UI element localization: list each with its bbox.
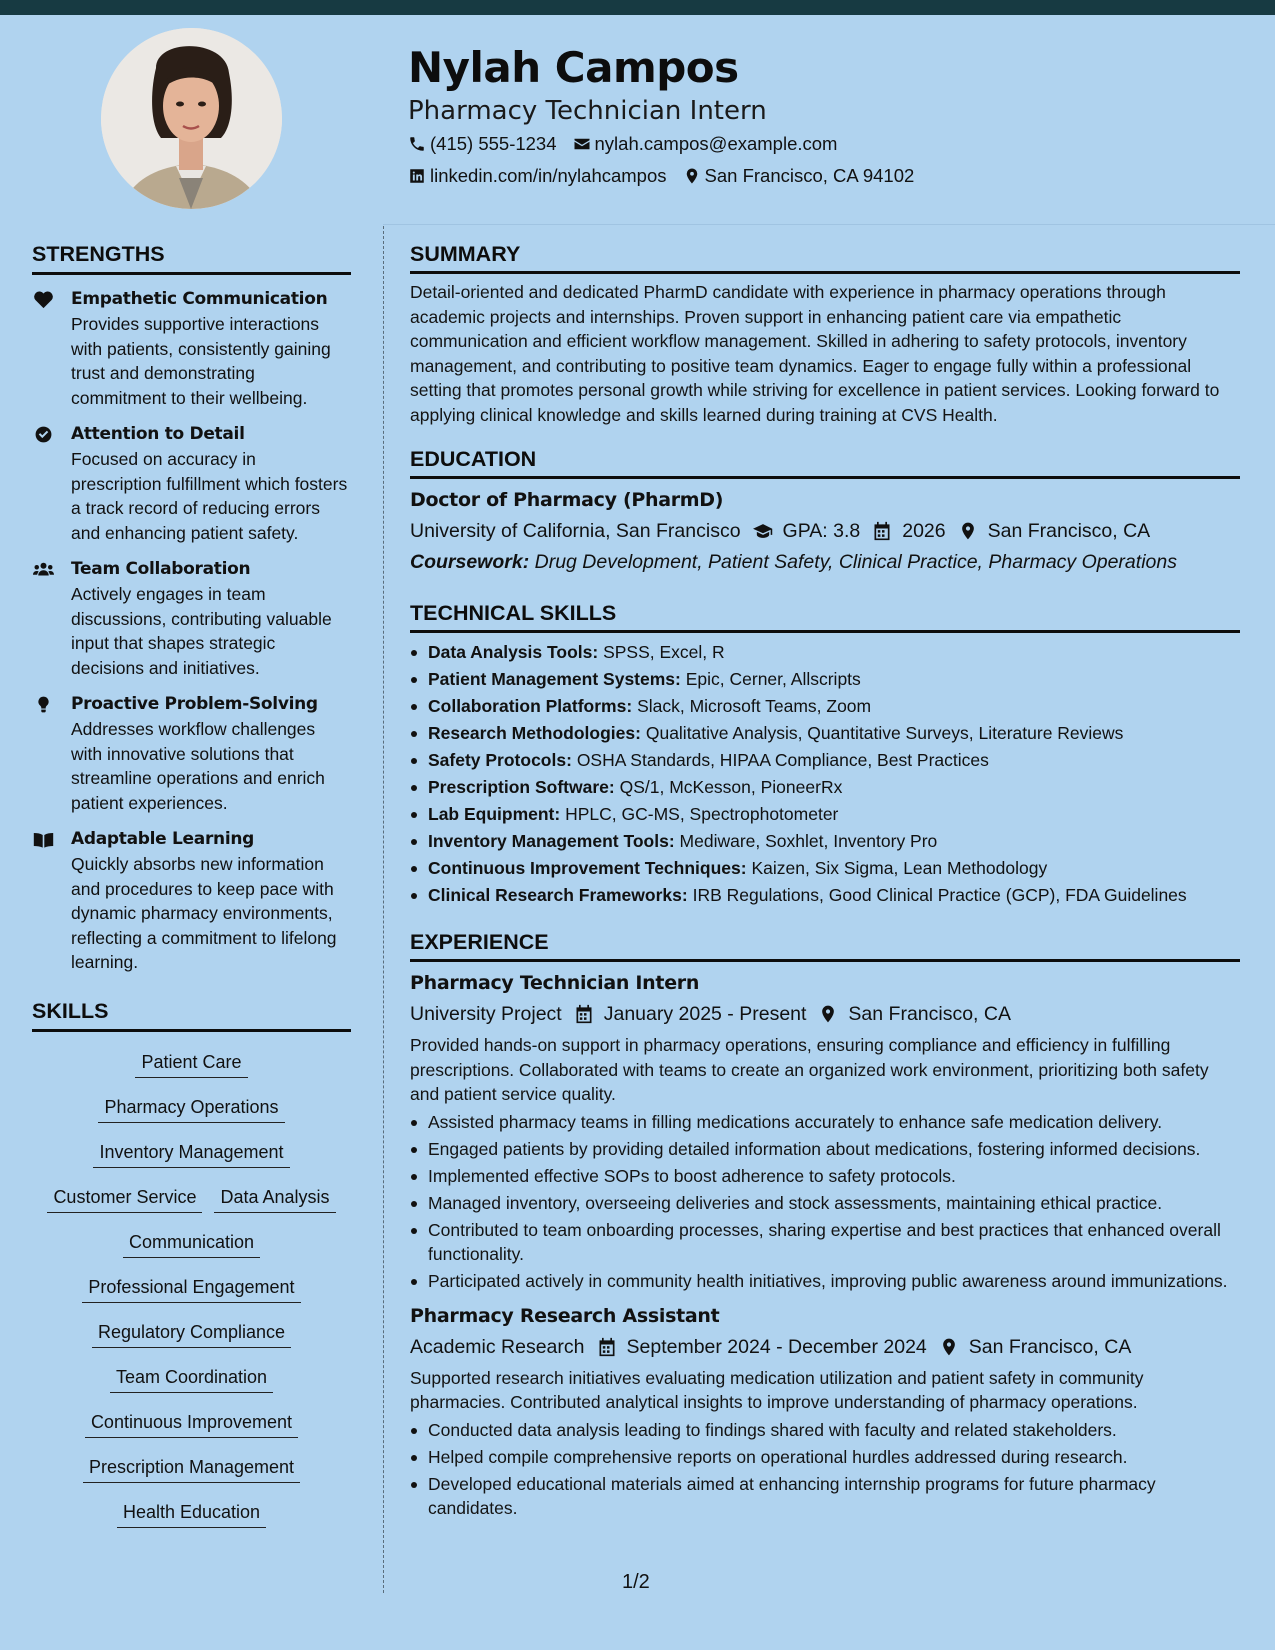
contact-row-2	[408, 165, 930, 187]
tech-skill-value: OSHA Standards, HIPAA Compliance, Best Practices	[576, 750, 989, 770]
skill-tag: Health Education	[117, 1500, 266, 1528]
tech-skill-value: Kaizen, Six Sigma, Lean Methodology	[751, 858, 1048, 878]
job-dates-text: January 2025 - Present	[603, 1003, 807, 1025]
strength-title: Proactive Problem-Solving	[71, 694, 318, 714]
strength-item	[32, 827, 351, 975]
job-bullets	[410, 1418, 1240, 1520]
gpa	[753, 516, 861, 546]
candidate-title: Pharmacy Technician Intern	[408, 96, 767, 126]
technical-skills-heading: TECHNICAL SKILLS	[410, 599, 1240, 633]
tech-skill-label: Lab Equipment:	[428, 804, 561, 824]
phone-text: (415) 555-1234	[430, 133, 557, 154]
strength-title: Team Collaboration	[71, 559, 251, 579]
heart-icon	[33, 290, 54, 309]
tech-skill-label: Safety Protocols:	[428, 750, 572, 770]
school-name: University of California, San Francisco	[410, 520, 741, 542]
skill-tag: Data Analysis	[214, 1185, 335, 1213]
coursework-text: Drug Development, Patient Safety, Clinical Practice, Pharmacy Operations	[534, 551, 1177, 573]
school-location-text: San Francisco, CA	[987, 520, 1151, 542]
contact-location	[683, 165, 915, 187]
grad-year-text: 2026	[902, 520, 946, 542]
graduation-cap-icon	[753, 521, 773, 541]
experience-heading: EXPERIENCE	[410, 928, 1240, 962]
coursework	[410, 547, 1240, 577]
list-item	[410, 801, 1240, 828]
skill-tag: Prescription Management	[83, 1455, 300, 1483]
skill-tag: Communication	[123, 1230, 260, 1258]
calendar-icon	[574, 1004, 594, 1024]
tech-skill-value: SPSS, Excel, R	[603, 642, 725, 662]
education-heading: EDUCATION	[410, 445, 1240, 479]
skills-heading: SKILLS	[32, 997, 351, 1032]
list-item	[410, 855, 1240, 882]
linkedin-icon	[408, 167, 426, 185]
job-location-text: San Francisco, CA	[968, 1335, 1132, 1358]
list-item	[410, 693, 1240, 720]
job-org: Academic Research	[410, 1335, 585, 1358]
job-meta	[410, 999, 1240, 1029]
header-divider	[383, 224, 1275, 225]
job-dates	[597, 1332, 927, 1362]
tech-skill-value: HPLC, GC-MS, Spectrophotometer	[565, 804, 839, 824]
job-dates	[574, 999, 807, 1029]
check-circle-icon	[33, 425, 54, 444]
summary-text: Detail-oriented and dedicated PharmD candidate with experience in pharmacy operations through academic projects and internships. Proven support in enhancing patient care via empathetic communication and efficient workflow management. Skilled in adhering to safety protocols, inventory management, and contributing to positive team dynamics. Eager to engage fully within a professional setting that promotes personal growth while striving for excellence in patient services. Looking forward to applying clinical knowledge and skills learned during training at CVS Health.	[410, 282, 1220, 425]
contact-linkedin[interactable]	[408, 165, 667, 187]
tech-skill-label: Collaboration Platforms:	[428, 696, 633, 716]
contact-phone[interactable]	[408, 133, 557, 155]
strength-desc: Addresses workflow challenges with innovative solutions that streamline operations and enrich patient experiences.	[71, 719, 325, 813]
list-item: Conducted data analysis leading to findings shared with faculty and related stakeholders.	[410, 1418, 1240, 1442]
candidate-name: Nylah Campos	[408, 43, 739, 92]
tech-skill-value: QS/1, McKesson, PioneerRx	[619, 777, 843, 797]
list-item: Developed educational materials aimed at enhancing internship programs for future pharmacy candidates.	[410, 1472, 1240, 1520]
list-item: Helped compile comprehensive reports on operational hurdles addressed during research.	[410, 1445, 1240, 1469]
calendar-icon	[597, 1337, 617, 1357]
strength-item	[32, 422, 351, 545]
strength-title: Empathetic Communication	[71, 289, 328, 309]
list-item	[410, 747, 1240, 774]
list-item	[410, 882, 1240, 909]
gpa-text: GPA: 3.8	[782, 520, 861, 542]
skill-tag: Regulatory Compliance	[92, 1320, 291, 1348]
tech-skill-label: Continuous Improvement Techniques:	[428, 858, 747, 878]
coursework-label: Coursework:	[410, 551, 530, 573]
map-pin-icon	[683, 167, 701, 185]
tech-skill-label: Inventory Management Tools:	[428, 831, 675, 851]
tech-skill-value: IRB Regulations, Good Clinical Practice (GCP), FDA Guidelines	[692, 885, 1187, 905]
job-dates-text: September 2024 - December 2024	[626, 1335, 927, 1358]
strength-item	[32, 557, 351, 680]
list-item: Participated actively in community health initiatives, improving public awareness around immunizations.	[410, 1269, 1240, 1293]
profile-photo	[101, 28, 282, 209]
summary-heading: SUMMARY	[410, 240, 1240, 274]
contact-row-1	[408, 133, 853, 155]
strength-desc: Provides supportive interactions with patients, consistently gaining trust and demonstrating commitment to their wellbeing.	[71, 314, 331, 408]
job-location	[939, 1332, 1132, 1362]
envelope-icon	[573, 135, 591, 153]
job-org: University Project	[410, 1003, 562, 1025]
strengths-heading: STRENGTHS	[32, 240, 351, 275]
job-location	[818, 999, 1011, 1029]
tech-skill-value: Mediware, Soxhlet, Inventory Pro	[679, 831, 938, 851]
list-item: Engaged patients by providing detailed information about medications, fostering informed decisions.	[410, 1137, 1240, 1161]
users-icon	[33, 560, 54, 579]
map-pin-icon	[939, 1337, 959, 1357]
lightbulb-icon	[33, 695, 54, 714]
tech-skill-label: Research Methodologies:	[428, 723, 641, 743]
tech-skill-label: Prescription Software:	[428, 777, 615, 797]
job-meta	[410, 1332, 1240, 1362]
tech-skill-value: Epic, Cerner, Allscripts	[685, 669, 861, 689]
list-item: Assisted pharmacy teams in filling medications accurately to enhance safe medication delivery.	[410, 1110, 1240, 1134]
column-divider	[383, 226, 384, 1593]
degree-title: Doctor of Pharmacy (PharmD)	[410, 489, 724, 511]
list-item	[410, 720, 1240, 747]
skill-tag: Patient Care	[135, 1050, 247, 1078]
strength-title: Attention to Detail	[71, 424, 245, 444]
map-pin-icon	[818, 1004, 838, 1024]
list-item: Implemented effective SOPs to boost adherence to safety protocols.	[410, 1164, 1240, 1188]
skill-tag: Professional Engagement	[82, 1275, 300, 1303]
page-number: 1/2	[622, 1571, 650, 1593]
left-column	[32, 240, 351, 1535]
right-column	[410, 240, 1240, 1520]
tech-skill-value: Qualitative Analysis, Quantitative Surveys, Literature Reviews	[645, 723, 1124, 743]
tech-skill-label: Patient Management Systems:	[428, 669, 681, 689]
skill-tag: Inventory Management	[93, 1140, 289, 1168]
email-text: nylah.campos@example.com	[594, 133, 838, 154]
job-title: Pharmacy Technician Intern	[410, 972, 700, 994]
skill-tag: Team Coordination	[110, 1365, 273, 1393]
strength-item	[32, 692, 351, 815]
strength-title: Adaptable Learning	[71, 829, 255, 849]
grad-year	[872, 516, 945, 546]
list-item	[410, 828, 1240, 855]
list-item: Contributed to team onboarding processes, sharing expertise and best practices that enhanced overall functionality.	[410, 1218, 1240, 1266]
job-description: Provided hands-on support in pharmacy operations, ensuring compliance and efficiency in fulfilling prescriptions. Collaborated with teams to create an organized work environment, prioritizing both safety and patient service quality.	[410, 1035, 1209, 1104]
profile-portrait-image	[101, 28, 282, 209]
phone-icon	[408, 135, 426, 153]
tech-skill-label: Data Analysis Tools:	[428, 642, 599, 662]
skill-tag: Continuous Improvement	[85, 1410, 298, 1438]
school-location	[958, 516, 1151, 546]
skills-list	[32, 1040, 351, 1535]
tech-skill-label: Clinical Research Frameworks:	[428, 885, 688, 905]
strength-desc: Quickly absorbs new information and procedures to keep pace with dynamic pharmacy environments, reflecting a commitment to lifelong learning.	[71, 854, 337, 972]
top-accent-bar	[0, 0, 1275, 15]
list-item	[410, 639, 1240, 666]
calendar-icon	[872, 521, 892, 541]
technical-skills-list	[410, 639, 1240, 909]
skill-tag: Pharmacy Operations	[98, 1095, 284, 1123]
strength-desc: Actively engages in team discussions, contributing valuable input that shapes strategic decisions and initiatives.	[71, 584, 332, 678]
book-open-icon	[33, 830, 54, 849]
job-description: Supported research initiatives evaluating medication utilization and patient safety in community pharmacies. Contributed analytical insights to improve understanding of pharmacy operations.	[410, 1367, 1144, 1412]
education-meta	[410, 516, 1240, 546]
skill-tag: Customer Service	[47, 1185, 202, 1213]
linkedin-text: linkedin.com/in/nylahcampos	[430, 165, 667, 186]
strength-item	[32, 287, 351, 410]
job-title: Pharmacy Research Assistant	[410, 1304, 720, 1327]
list-item	[410, 774, 1240, 801]
map-pin-icon	[958, 521, 978, 541]
list-item	[410, 666, 1240, 693]
job-bullets	[410, 1110, 1240, 1293]
tech-skill-value: Slack, Microsoft Teams, Zoom	[637, 696, 872, 716]
location-text: San Francisco, CA 94102	[704, 165, 915, 186]
job-location-text: San Francisco, CA	[848, 1003, 1011, 1025]
list-item: Managed inventory, overseeing deliveries and stock assessments, maintaining ethical practice.	[410, 1191, 1240, 1215]
strength-desc: Focused on accuracy in prescription fulfillment which fosters a track record of reducing errors and enhancing patient safety.	[71, 449, 348, 543]
contact-email[interactable]	[573, 133, 838, 155]
